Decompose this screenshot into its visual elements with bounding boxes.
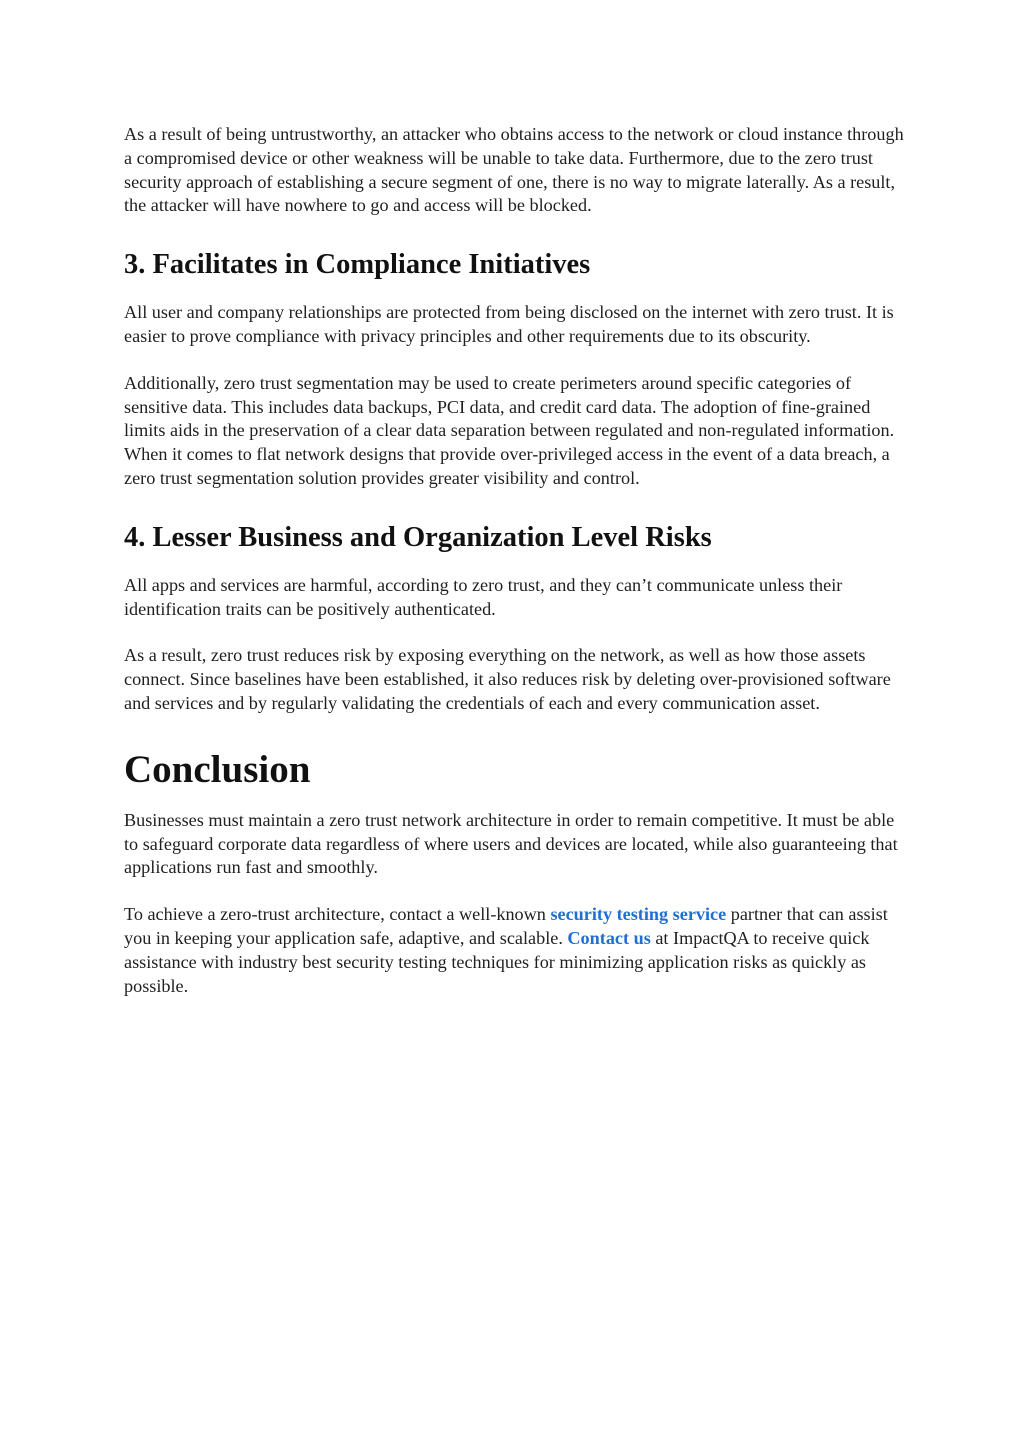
section-4-heading: 4. Lesser Business and Organization Level Risks [124,521,712,553]
conclusion-text-after-link: at ImpactQA to receive quick assistance with industry best security testing techniques for minimizing application risks as quickly as possible. [124,927,870,996]
conclusion-text-before-link: To achieve a zero-trust architecture, contact a well-known [124,904,551,925]
section-4-paragraph-1: All apps and services are harmful, according to zero trust, and they can’t communicate unless their identification traits can be positively authenticated. [124,574,843,619]
security-testing-service-link[interactable]: security testing service [550,904,727,925]
section-3-heading: 3. Facilitates in Compliance Initiatives [124,249,591,281]
contact-us-link[interactable]: Contact us [567,927,651,948]
document-page [124,123,904,998]
section-4-paragraph-2: As a result, zero trust reduces risk by exposing everything on the network, as well as how those assets connect. Since baselines have been established, it also reduces risk by deleting over-provisioned software and services and by regularly validating the credentials of each and every communication asset. [124,645,891,713]
section-3-paragraph-1: All user and company relationships are protected from being disclosed on the internet with zero trust. It is easier to prove compliance with privacy principles and other requirements due to its obscurity. [124,302,894,346]
conclusion-text-between-links: partner that can assist you in keeping your application safe, adaptive, and scalable. [124,904,888,948]
conclusion-paragraph-2 [124,903,904,998]
intro-paragraph: As a result of being untrustworthy, an attacker who obtains access to the network or cloud instance through a compromised device or other weakness will be unable to take data. Furthermore, due to the zero trust security approach of establishing a secure segment of one, there is no way to migrate laterally. As a result, the attacker will have nowhere to go and access will be blocked. [124,124,904,216]
section-3-paragraph-2: Additionally, zero trust segmentation may be used to create perimeters around specific categories of sensitive data. This includes data backups, PCI data, and credit card data. The adoption of fine-grained limits aids in the preservation of a clear data separation between regulated and non-regulated information. When it comes to flat network designs that provide over-privileged access in the event of a data breach, a zero trust segmentation solution provides greater visibility and control. [124,372,895,488]
conclusion-heading: Conclusion [124,747,311,791]
conclusion-paragraph-1: Businesses must maintain a zero trust network architecture in order to remain competitive. It must be able to safeguard corporate data regardless of where users and devices are located, while also guaranteeing that applications run fast and smoothly. [124,809,898,878]
